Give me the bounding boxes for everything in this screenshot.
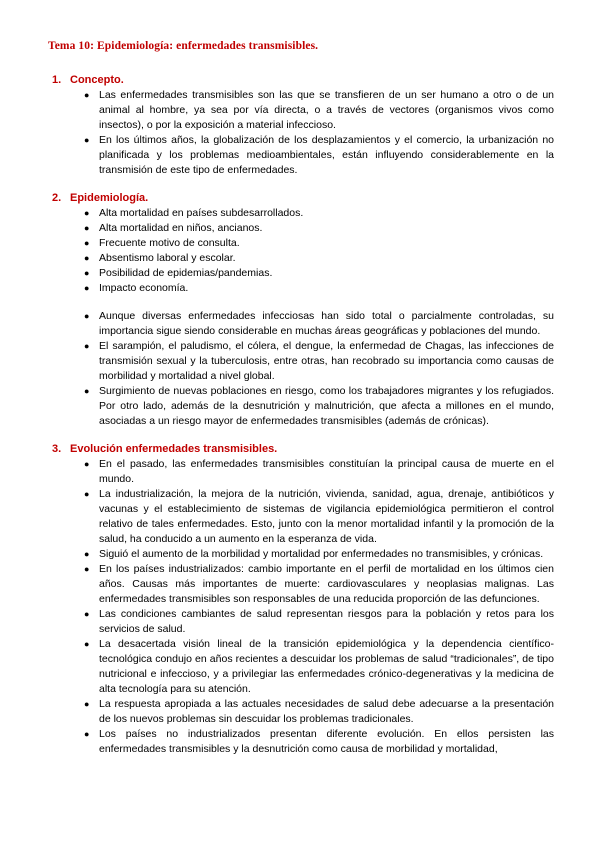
bullet-text: Las condiciones cambiantes de salud representan riesgos para la población y retos para los servicios de salud.	[99, 608, 554, 635]
bullet-icon: ●	[84, 238, 90, 248]
bullet-item	[84, 457, 554, 487]
bullet-item	[84, 339, 554, 384]
section-concepto	[46, 74, 554, 178]
bullet-icon: ●	[84, 311, 90, 321]
section-number: 2.	[52, 192, 62, 204]
bullet-text: Absentismo laboral y escolar.	[99, 252, 236, 264]
bullet-list	[46, 309, 554, 429]
bullet-text: Impacto economía.	[99, 282, 189, 294]
bullet-icon: ●	[84, 729, 90, 739]
bullet-list	[46, 88, 554, 178]
bullet-icon: ●	[84, 386, 90, 396]
bullet-text: Frecuente motivo de consulta.	[99, 237, 240, 249]
bullet-icon: ●	[84, 90, 90, 100]
bullet-item	[84, 697, 554, 727]
bullet-text: Las enfermedades transmisibles son las que se transfieren de un ser humano a otro o de un animal al hombre, ya sea por vía directa, o a través de vectores (organismos vivos como insectos), o por la exposición a material infeccioso.	[99, 89, 554, 131]
bullet-icon: ●	[84, 699, 90, 709]
bullet-icon: ●	[84, 268, 90, 278]
document-title: Tema 10: Epidemiología: enfermedades transmisibles.	[48, 40, 319, 52]
bullet-item	[84, 133, 554, 178]
bullet-text: Los países no industrializados presentan diferente evolución. En ellos persisten las enfermedades transmisibles y la desnutrición como causa de morbilidad y mortalidad,	[99, 728, 554, 755]
section-number: 3.	[52, 443, 62, 455]
bullet-icon: ●	[84, 135, 90, 145]
bullet-item	[84, 88, 554, 133]
bullet-text: El sarampión, el paludismo, el cólera, el dengue, la enfermedad de Chagas, las infecciones de transmisión sexual y la tuberculosis, entre otras, han recobrado su importancia como causas de morbilidad y mortalidad a nivel global.	[99, 340, 554, 382]
spacer	[46, 296, 554, 309]
bullet-text: Alta mortalidad en niños, ancianos.	[99, 222, 263, 234]
bullet-item	[84, 309, 554, 339]
bullet-text: Surgimiento de nuevas poblaciones en riesgo, como los trabajadores migrantes y los refugiados. Por otro lado, además de la desnutrición y malnutrición, que afecta a millones en el mundo, asociadas a un riesgo mayor de enfermedades transmisibles (además de crónicas).	[99, 385, 554, 427]
bullet-text: Posibilidad de epidemias/pandemias.	[99, 267, 273, 279]
bullet-icon: ●	[84, 283, 90, 293]
section-heading-text: Epidemiología.	[70, 192, 149, 204]
bullet-text: La respuesta apropiada a las actuales necesidades de salud debe adecuarse a la presentación de los nuevos problemas sin descuidar los problemas tradicionales.	[99, 698, 554, 725]
bullet-item	[84, 251, 554, 266]
bullet-text: En el pasado, las enfermedades transmisibles constituían la principal causa de muerte en el mundo.	[99, 458, 554, 485]
bullet-icon: ●	[84, 253, 90, 263]
bullet-icon: ●	[84, 341, 90, 351]
bullet-text: Alta mortalidad en países subdesarrollados.	[99, 207, 304, 219]
bullet-item	[84, 206, 554, 221]
bullet-item	[84, 487, 554, 547]
bullet-text: En los países industrializados: cambio importante en el perfil de mortalidad en los últimos cien años. Causas más importantes de muerte: cardiovasculares y neoplasias malignas. Las enfermedades transmisibles son responsables de una reducida proporción de las defunciones.	[99, 563, 554, 605]
bullet-item	[84, 727, 554, 757]
bullet-item	[84, 221, 554, 236]
bullet-item	[84, 236, 554, 251]
bullet-icon: ●	[84, 564, 90, 574]
section-heading	[52, 74, 554, 86]
bullet-icon: ●	[84, 208, 90, 218]
bullet-item	[84, 266, 554, 281]
bullet-item	[84, 562, 554, 607]
section-epidemiologia	[46, 192, 554, 429]
section-heading	[52, 443, 554, 455]
bullet-icon: ●	[84, 459, 90, 469]
section-number: 1.	[52, 74, 62, 86]
bullet-item	[84, 547, 554, 562]
bullet-text: La desacertada visión lineal de la transición epidemiológica y la dependencia científico-tecnológica condujo en años recientes a descuidar los problemas de salud “tradicionales”, de tipo nutricional e infeccioso, y a privilegiar las enfermedades crónico-degenerativas y la medicina de alta tecnología para su atención.	[99, 638, 554, 695]
bullet-text: La industrialización, la mejora de la nutrición, vivienda, sanidad, agua, drenaje, antibióticos y vacunas y el establecimiento de sistemas de vigilancia epidemiológica permitieron el control relativo de tales enfermedades. Esto, junto con la menor mortalidad infantil y la promoción de la salud, ha conducido a un aumento en la esperanza de vida.	[99, 488, 554, 545]
bullet-list	[46, 206, 554, 296]
bullet-icon: ●	[84, 639, 90, 649]
section-evolucion	[46, 443, 554, 757]
bullet-item	[84, 637, 554, 697]
bullet-icon: ●	[84, 223, 90, 233]
bullet-icon: ●	[84, 609, 90, 619]
bullet-list	[46, 457, 554, 757]
bullet-icon: ●	[84, 549, 90, 559]
bullet-item	[84, 384, 554, 429]
section-heading-text: Evolución enfermedades transmisibles.	[70, 443, 278, 455]
section-heading	[52, 192, 554, 204]
bullet-icon: ●	[84, 489, 90, 499]
bullet-text: En los últimos años, la globalización de los desplazamientos y el comercio, la urbanización no planificada y los problemas medioambientales, están influyendo considerablemente en la transmisión de este tipo de enfermedades.	[99, 134, 554, 176]
section-heading-text: Concepto.	[70, 74, 124, 86]
bullet-text: Aunque diversas enfermedades infecciosas han sido total o parcialmente controladas, su importancia sigue siendo considerable en muchas áreas geográficas y poblaciones del mundo.	[99, 310, 554, 337]
bullet-item	[84, 281, 554, 296]
bullet-text: Siguió el aumento de la morbilidad y mortalidad por enfermedades no transmisibles, y crónicas.	[99, 548, 544, 560]
bullet-item	[84, 607, 554, 637]
